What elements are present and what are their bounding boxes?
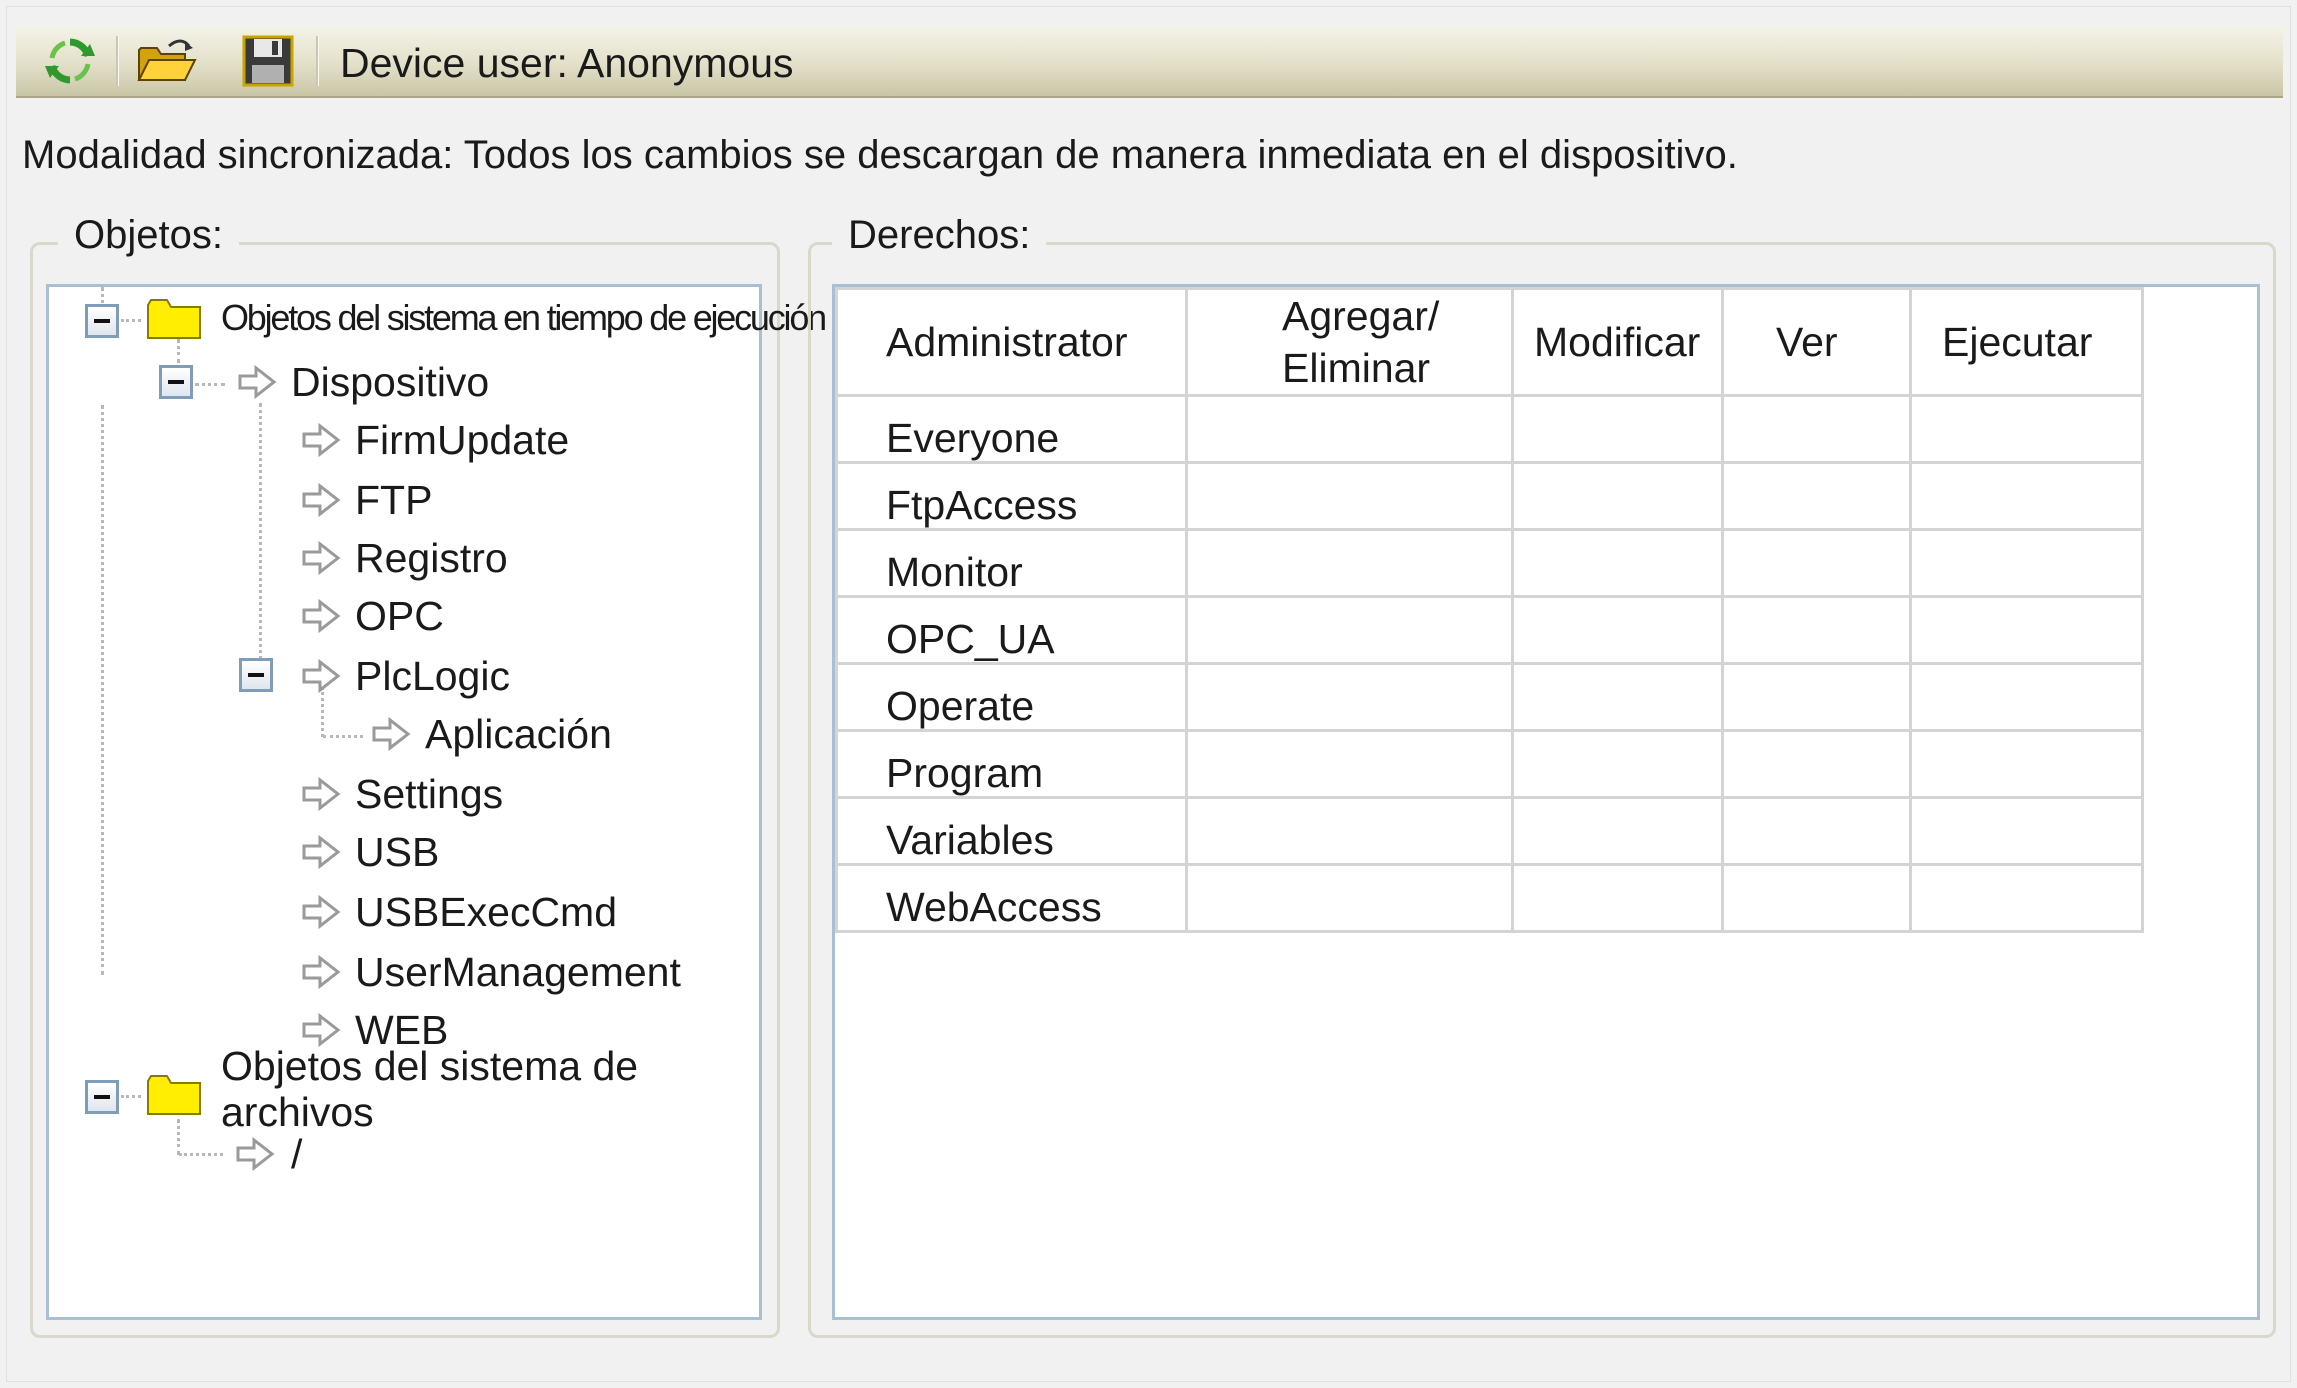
permission-modify-cell[interactable] — [1513, 865, 1723, 932]
permission-add-remove-cell[interactable] — [1187, 865, 1513, 932]
permission-modify-cell[interactable] — [1513, 396, 1723, 463]
permission-view-cell[interactable] — [1723, 731, 1911, 798]
objects-group-title: Objetos: — [58, 212, 239, 258]
tree-node-label-line: archivos — [221, 1089, 374, 1135]
arrow-right-icon — [301, 659, 341, 693]
open-button[interactable] — [136, 32, 196, 90]
group-name-label: FtpAccess — [886, 482, 1078, 528]
tree-connector — [177, 339, 180, 363]
tree-node-ftp[interactable]: FTP — [355, 477, 433, 523]
group-name-label: Program — [886, 750, 1044, 796]
permission-add-remove-cell[interactable] — [1187, 664, 1513, 731]
table-row[interactable] — [837, 798, 2143, 865]
table-row[interactable] — [837, 731, 2143, 798]
folder-icon — [147, 299, 201, 339]
column-header-label: Eliminar — [1282, 345, 1431, 391]
collapse-toggle[interactable] — [159, 365, 193, 399]
column-header-group[interactable] — [837, 289, 1187, 396]
column-header-label: Agregar/ — [1282, 293, 1440, 339]
permission-execute-cell[interactable] — [1911, 731, 2143, 798]
save-button[interactable] — [238, 32, 298, 90]
group-name-label: Monitor — [886, 549, 1023, 595]
arrow-right-icon — [235, 1137, 275, 1171]
collapse-toggle[interactable] — [85, 304, 119, 338]
permission-view-cell[interactable] — [1723, 463, 1911, 530]
toolbar-separator — [116, 36, 119, 86]
arrow-right-icon — [301, 777, 341, 811]
arrow-right-icon — [237, 365, 277, 399]
permission-execute-cell[interactable] — [1911, 798, 2143, 865]
permission-view-cell[interactable] — [1723, 597, 1911, 664]
tree-node-usbexeccmd[interactable]: USBExecCmd — [355, 889, 618, 935]
refresh-icon — [43, 34, 97, 88]
tree-node-usb[interactable]: USB — [355, 829, 440, 875]
tree-node-dispositivo[interactable]: Dispositivo — [291, 359, 490, 405]
group-name-label: WebAccess — [886, 884, 1102, 930]
tree-connector — [121, 319, 141, 322]
permission-modify-cell[interactable] — [1513, 731, 1723, 798]
permission-add-remove-cell[interactable] — [1187, 597, 1513, 664]
collapse-toggle[interactable] — [239, 658, 273, 692]
arrow-right-icon — [301, 895, 341, 929]
permission-modify-cell[interactable] — [1513, 798, 1723, 865]
column-header-label: Ver — [1776, 318, 1838, 365]
permission-add-remove-cell[interactable] — [1187, 530, 1513, 597]
collapse-toggle[interactable] — [85, 1080, 119, 1114]
permission-add-remove-cell[interactable] — [1187, 731, 1513, 798]
table-row[interactable] — [837, 597, 2143, 664]
permission-modify-cell[interactable] — [1513, 530, 1723, 597]
tree-connector — [323, 735, 363, 738]
tree-node-aplicacion[interactable]: Aplicación — [425, 711, 612, 757]
rights-group-title: Derechos: — [832, 212, 1046, 258]
permission-execute-cell[interactable] — [1911, 396, 2143, 463]
permission-view-cell[interactable] — [1723, 530, 1911, 597]
arrow-right-icon — [301, 423, 341, 457]
arrow-right-icon — [301, 835, 341, 869]
column-header-view[interactable] — [1723, 289, 1911, 396]
group-name-cell[interactable] — [837, 396, 1187, 463]
group-name-label: OPC_UA — [886, 616, 1055, 662]
tree-node-runtime-objects[interactable]: Objetos del sistema en tiempo de ejecución — [221, 297, 825, 338]
permission-execute-cell[interactable] — [1911, 597, 2143, 664]
permission-modify-cell[interactable] — [1513, 463, 1723, 530]
tree-node-firmupdate[interactable]: FirmUpdate — [355, 417, 570, 463]
arrow-right-icon — [301, 541, 341, 575]
device-user-label: Device user: Anonymous — [340, 40, 794, 86]
toolbar-separator — [316, 36, 319, 86]
arrow-right-icon — [301, 599, 341, 633]
rights-header-row — [837, 289, 2143, 396]
table-row[interactable] — [837, 865, 2143, 932]
tree-connector — [101, 405, 104, 975]
group-name-label: Everyone — [886, 415, 1060, 461]
tree-node-root-slash[interactable]: / — [291, 1131, 303, 1177]
permission-add-remove-cell[interactable] — [1187, 798, 1513, 865]
objects-tree[interactable] — [46, 284, 825, 1320]
permission-execute-cell[interactable] — [1911, 664, 2143, 731]
tree-node-plclogic[interactable]: PlcLogic — [355, 653, 510, 699]
tree-node-label-line: Objetos del sistema de — [221, 1043, 639, 1089]
permission-view-cell[interactable] — [1723, 396, 1911, 463]
tree-node-settings[interactable]: Settings — [355, 771, 504, 817]
sync-mode-info: Modalidad sincronizada: Todos los cambios se descargan de manera inmediata en el dispositivo. — [22, 133, 1738, 177]
table-row[interactable] — [837, 664, 2143, 731]
permission-view-cell[interactable] — [1723, 664, 1911, 731]
permission-view-cell[interactable] — [1723, 798, 1911, 865]
save-disk-icon — [242, 35, 294, 87]
permission-add-remove-cell[interactable] — [1187, 463, 1513, 530]
group-name-cell[interactable] — [837, 798, 1187, 865]
table-row[interactable] — [837, 396, 2143, 463]
tree-node-usermanagement[interactable]: UserManagement — [355, 949, 681, 995]
column-header-execute[interactable] — [1911, 289, 2143, 396]
arrow-right-icon — [301, 955, 341, 989]
tree-node-web[interactable]: WEB — [355, 1007, 449, 1053]
group-name-cell[interactable] — [837, 597, 1187, 664]
group-name-cell[interactable] — [837, 664, 1187, 731]
column-header-add-remove[interactable] — [1187, 289, 1513, 396]
tree-connector — [259, 403, 262, 673]
permission-add-remove-cell[interactable] — [1187, 396, 1513, 463]
tree-connector — [179, 1153, 223, 1156]
folder-icon — [147, 1075, 201, 1115]
column-header-label: Administrator — [886, 318, 1128, 365]
table-row[interactable] — [837, 530, 2143, 597]
tree-connector — [121, 1095, 141, 1098]
group-name-cell[interactable] — [837, 463, 1187, 530]
tree-connector — [321, 687, 324, 737]
table-row[interactable] — [837, 463, 2143, 530]
tree-connector — [177, 1119, 180, 1155]
arrow-right-icon — [301, 483, 341, 517]
column-header-modify[interactable] — [1513, 289, 1723, 396]
group-name-label: Variables — [886, 817, 1054, 863]
arrow-right-icon — [301, 1013, 341, 1047]
column-header-label: Modificar — [1534, 318, 1701, 365]
group-name-label: Operate — [886, 683, 1035, 729]
group-name-cell[interactable] — [837, 731, 1187, 798]
group-name-cell[interactable] — [837, 865, 1187, 932]
rights-table — [835, 287, 2144, 933]
arrow-right-icon — [371, 717, 411, 751]
group-name-cell[interactable] — [837, 530, 1187, 597]
column-header-label: Ejecutar — [1942, 318, 2093, 365]
tree-node-opc[interactable]: OPC — [355, 593, 444, 639]
permission-modify-cell[interactable] — [1513, 664, 1723, 731]
tree-node-registro[interactable]: Registro — [355, 535, 508, 581]
toolbar — [16, 26, 2283, 98]
refresh-button[interactable] — [40, 32, 100, 90]
open-folder-icon — [135, 36, 197, 86]
permission-modify-cell[interactable] — [1513, 597, 1723, 664]
permission-view-cell[interactable] — [1723, 865, 1911, 932]
tree-node-filesystem-objects[interactable] — [221, 1043, 638, 1135]
permission-execute-cell[interactable] — [1911, 865, 2143, 932]
tree-connector — [195, 383, 225, 386]
rights-grid — [832, 284, 2260, 1320]
permission-execute-cell[interactable] — [1911, 463, 2143, 530]
permission-execute-cell[interactable] — [1911, 530, 2143, 597]
